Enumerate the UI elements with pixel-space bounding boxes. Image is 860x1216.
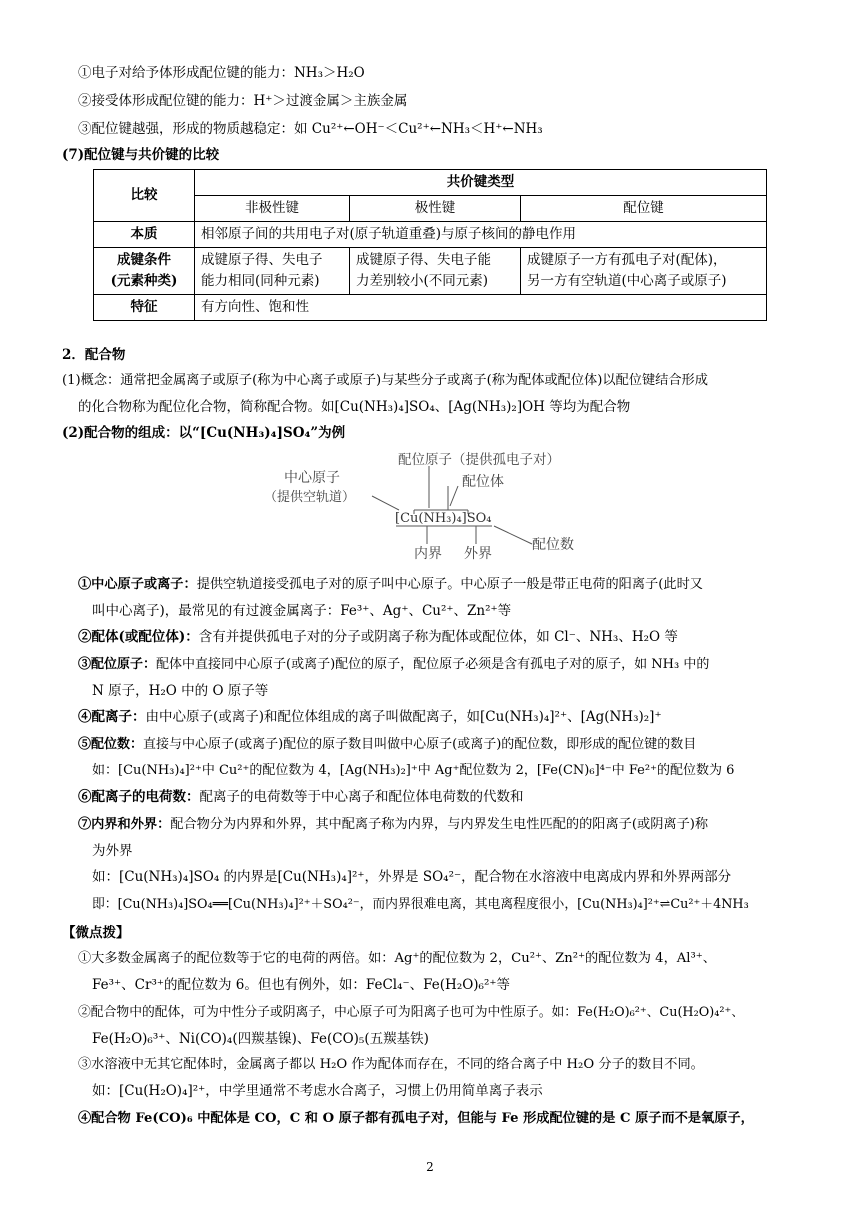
label-inner-sphere: 内界 (414, 546, 442, 562)
row-condition-coordinate (521, 248, 767, 295)
label-outer-sphere: 外界 (464, 546, 492, 562)
item-3-line-2: N 原子，H₂O 中的 O 原子等 (92, 683, 269, 699)
item-6-term: ⑥配离子的电荷数： (78, 789, 200, 805)
item-3-line-1 (78, 656, 709, 674)
tip-2-line-2: Fe(H₂O)₆³⁺、Ni(CO)₄(四羰基镍)、Fe(CO)₅(五羰基铁) (92, 1031, 429, 1047)
item-7-text: 配合物分为内界和外界，其中配离子称为内界，与内界发生电性匹配的的阳离子(或阴离子)称 (170, 817, 709, 832)
page-number: 2 (426, 1160, 434, 1174)
item-5-line-1 (78, 736, 696, 754)
item-6-line (78, 788, 524, 806)
row-feature-label: 特征 (94, 295, 195, 321)
item-3-term: ③配位原子： (78, 657, 157, 672)
row-feature-value: 有方向性、饱和性 (195, 295, 767, 321)
item-5-line-2: 如：[Cu(NH₃)₄]²⁺中 Cu²⁺的配位数为 4，[Ag(NH₃)₂]⁺中 Ag⁺配位数为 2，[Fe(CN)₆]⁴⁻中 Fe²⁺的配位数为 6 (92, 763, 735, 778)
item-1-line-1 (78, 576, 703, 594)
tip-1-line-1: ①大多数金属离子的配位数等于它的电荷的两倍。如：Ag⁺的配位数为 2，Cu²⁺、Zn²⁺的配位数为 4，Al³⁺、 (78, 951, 716, 966)
tip-4-line: ④配合物 Fe(CO)₆ 中配体是 CO，C 和 O 原子都有孤电子对，但能与 Fe 形成配位键的是 C 原子而不是氧原子， (78, 1111, 754, 1126)
cond-c-1: 成键原子一方有孤电子对(配体)， (527, 252, 727, 268)
row-condition-polar (350, 248, 521, 295)
cond-p-1: 成键原子得、失电子能 (356, 252, 491, 268)
item-4-line (78, 708, 662, 726)
tip-3-line-1: ③水溶液中无其它配体时，金属离子都以 H₂O 作为配体而存在，不同的络合离子中 H₂O 分子的数目不同。 (78, 1057, 704, 1072)
tip-3-line-2: 如：[Cu(H₂O)₄]²⁺，中学里通常不考虑水合离子，习惯上仍用简单离子表示 (92, 1083, 543, 1099)
label-coordinating-atom: 配位原子（提供孤电子对） (398, 452, 560, 468)
complex-composition-diagram (262, 448, 602, 566)
item-7-line-3: 如：[Cu(NH₃)₄]SO₄ 的内界是[Cu(NH₃)₄]²⁺，外界是 SO₄²⁻，配合物在水溶液中电离成内界和外界两部分 (92, 869, 732, 885)
item-5-text: 直接与中心原子(或离子)配位的原子数目叫做中心原子(或离子)的配位数，即形成的配位键的数目 (143, 737, 697, 752)
concept-line-1: (1)概念：通常把金属离子或原子(称为中心离子或原子)与某些分子或离子(称为配体或配位体)以配位键结合形成 (62, 373, 708, 388)
item-1-term: ①中心原子或离子： (78, 577, 197, 592)
top-line-3: ③配位键越强，形成的物质越稳定：如 Cu²⁺←OH⁻＜Cu²⁺←NH₃＜H⁺←NH₃ (78, 121, 543, 137)
tips-title: 【微点拨】 (62, 925, 130, 941)
comparison-table (93, 169, 767, 321)
label-center-atom: 中心原子 (284, 470, 340, 486)
cond-c-2: 另一方有空轨道(中心离子或原子) (527, 273, 727, 289)
item-7-line-4: 即：[Cu(NH₃)₄]SO₄══[Cu(NH₃)₄]²⁺＋SO₄²⁻，而内界很难电离，其电离程度很小，[Cu(NH₃)₄]²⁺⇌Cu²⁺＋4NH₃ (92, 897, 749, 912)
condition-label-2: (元素种类) (110, 273, 178, 289)
item-2-line (78, 628, 678, 646)
section-7-title: (7)配位键与共价键的比较 (62, 147, 220, 163)
th-polar: 极性键 (350, 196, 521, 222)
label-formula: [Cu(NH₃)₄]SO₄ (395, 511, 492, 526)
row-essence-label: 本质 (94, 222, 195, 248)
cond-p-2: 力差别较小(不同元素) (356, 273, 489, 289)
row-condition-nonpolar (195, 248, 350, 295)
th-nonpolar: 非极性键 (195, 196, 350, 222)
section-2-title: 2．配合物 (62, 347, 126, 363)
item-1-line-2: 叫中心离子)，最常见的有过渡金属离子：Fe³⁺、Ag⁺、Cu²⁺、Zn²⁺等 (92, 603, 512, 619)
cond-np-1: 成键原子得、失电子 (201, 252, 323, 268)
item-4-term: ④配离子： (78, 709, 146, 725)
label-coordination-number: 配位数 (532, 537, 574, 553)
item-4-text: 由中心原子(或离子)和配位体组成的离子叫做配离子，如[Cu(NH₃)₄]²⁺、[Ag(NH₃)₂]⁺ (145, 709, 662, 725)
top-line-2: ②接受体形成配位键的能力：H⁺＞过渡金属＞主族金属 (78, 93, 408, 109)
item-6-text: 配离子的电荷数等于中心离子和配位体电荷数的代数和 (199, 789, 524, 805)
th-compare: 比较 (94, 170, 195, 222)
concept-line-2: 的化合物称为配位化合物，简称配合物。如[Cu(NH₃)₄]SO₄、[Ag(NH₃)₂]OH 等均为配合物 (78, 399, 631, 415)
item-3-text: 配体中直接同中心原子(或离子)配位的原子，配位原子必须是含有孤电子对的原子，如 NH₃ 中的 (156, 657, 710, 672)
item-5-term: ⑤配位数： (78, 737, 144, 752)
label-ligand: 配位体 (462, 474, 504, 490)
item-7-line-1 (78, 816, 708, 834)
tip-2-line-1: ②配合物中的配体，可为中性分子或阴离子，中心原子可为阳离子也可为中性原子。如：Fe(H₂O)₆²⁺、Cu(H₂O)₄²⁺、 (78, 1005, 745, 1020)
item-7-line-2: 为外界 (92, 843, 133, 859)
condition-label-1: 成键条件 (117, 252, 171, 268)
row-condition-label (94, 248, 195, 295)
item-1-text: 提供空轨道接受孤电子对的原子叫中心原子。中心原子一般是带正电荷的阳离子(此时又 (196, 577, 703, 592)
th-coordinate: 配位键 (521, 196, 767, 222)
item-2-text: 含有并提供孤电子对的分子或阴离子称为配体或配位体，如 Cl⁻、NH₃、H₂O 等 (198, 629, 678, 645)
item-2-term: ②配体(或配位体)： (78, 629, 199, 645)
label-center-atom-note: （提供空轨道） (264, 490, 356, 505)
composition-title: (2)配合物的组成：以“[Cu(NH₃)₄]SO₄”为例 (62, 425, 346, 441)
row-essence-value: 相邻原子间的共用电子对(原子轨道重叠)与原子核间的静电作用 (195, 222, 767, 248)
item-7-term: ⑦内界和外界： (78, 817, 171, 832)
tip-1-line-2: Fe³⁺、Cr³⁺的配位数为 6。但也有例外，如：FeCl₄⁻、Fe(H₂O)₆²⁺等 (92, 977, 511, 993)
top-line-1: ①电子对给予体形成配位键的能力：NH₃＞H₂O (78, 65, 365, 81)
th-covalent-type: 共价键类型 (195, 170, 767, 196)
cond-np-2: 能力相同(同种元素) (201, 273, 320, 289)
